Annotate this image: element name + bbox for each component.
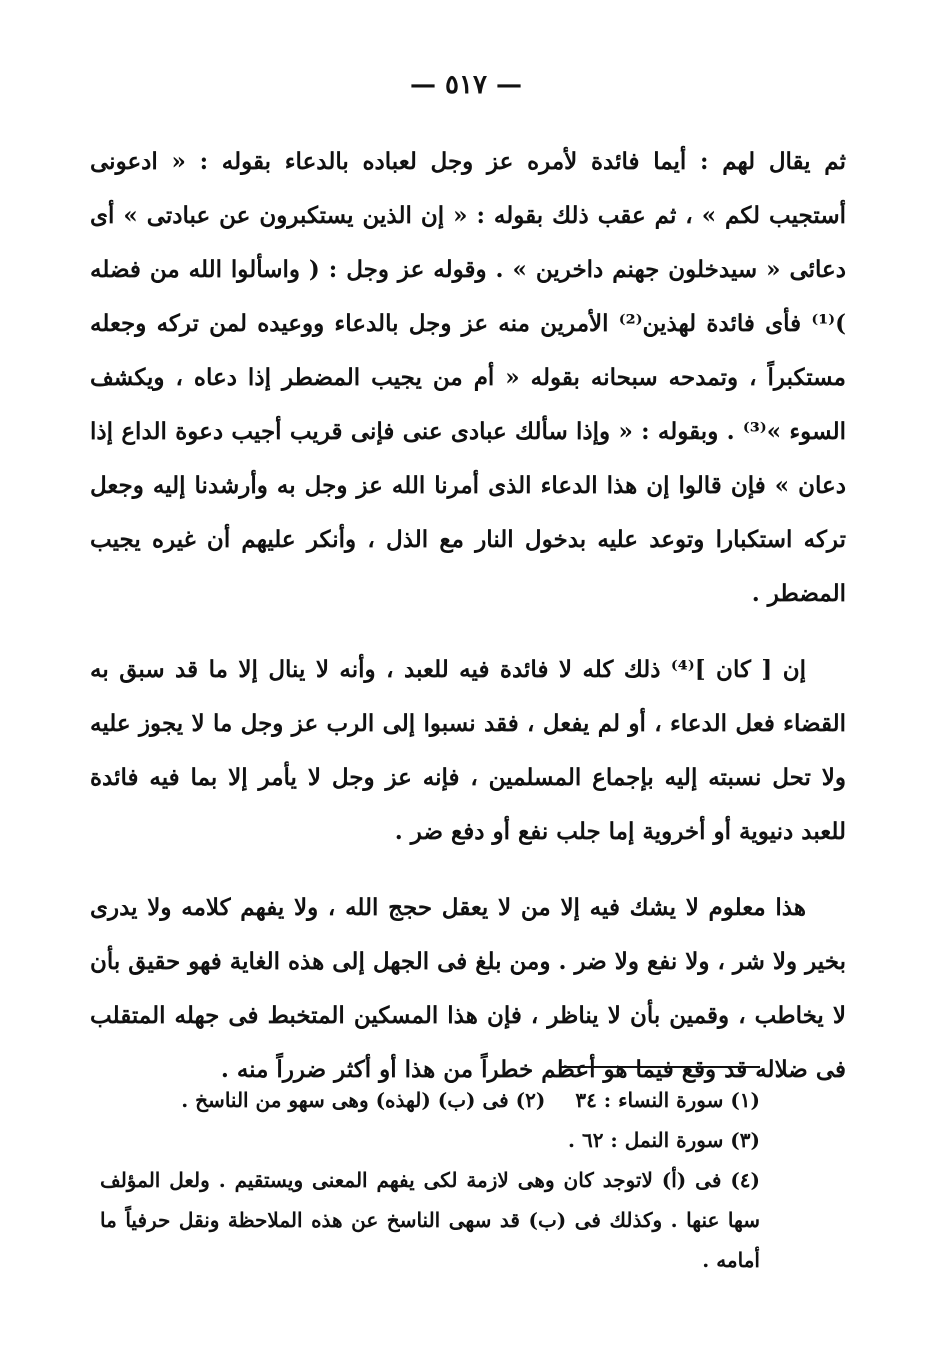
paragraph: ثم يقال لهم : أيما فائدة لأمره عز وجل لعباده بالدعاء بقوله : « ادعونى أستجيب لكم » ، ثم عقب ذلك بقوله : « إن الذين يستكبرون عن عبادتى » أى دعائى « سيدخلون جهنم داخرين » . وقوله عز وجل : ( واسألوا الله من فضله )⁽¹⁾ فأى فائدة لهذين⁽²⁾ الأمرين منه عز وجل بالدعاء ووعيده لمن تركه وجعله مستكبراً ، وتمدحه سبحانه بقوله « أم من يجيب المضطر إذا دعاه ، ويكشف السوء »⁽³⁾ . وبقوله : « وإذا سألك عبادى عنى فإنى قريب أجيب دعوة الداع إذا دعان » فإن قالوا إن هذا الدعاء الذى أمرنا الله عز وجل به وأرشدنا إليه وجعل تركه استكبارا وتوعد عليه بدخول النار مع الذل ، وأنكر عليهم أن غيره يجيب المضطر .: [90, 148, 846, 607]
footnote-separator: [560, 1066, 760, 1068]
footnote-4: (٤) فى (أ) لاتوجد كان وهى لازمة لكى يفهم المعنى ويستقيم . ولعل المؤلف سها عنها . وكذلك فى (ب) قد سهى الناسخ عن هذه الملاحظة ونقل حرفياً ما أمامه .: [100, 1168, 760, 1272]
footnote-3: (٣) سورة النمل : ٦٢ .: [568, 1128, 760, 1152]
footnote-2: (٢) فى (ب) (لهذه) وهى سهو من الناسخ .: [181, 1088, 546, 1112]
footnotes: [100, 1080, 760, 1280]
paragraph: هذا معلوم لا يشك فيه إلا من لا يعقل حجج الله ، ولا يفهم كلامه ولا يدرى بخير ولا شر ، ولا نفع ولا ضر . ومن بلغ فى الجهل إلى هذه الغاية فهو حقيق بأن لا يخاطب ، وقمين بأن لا يناظر ، فإن هذا المسكين المتخبط فى جهله المتقلب فى ضلاله قد وقع فيما هو أعظم خطراً من هذا أو أكثر ضرراً منه .: [89, 894, 846, 1083]
main-text: [90, 135, 846, 1097]
page-number: — ٥١٧ —: [409, 70, 523, 100]
footnote-1: (١) سورة النساء : ٣٤: [575, 1088, 760, 1112]
paragraph: إن [ كان ]⁽⁴⁾ ذلك كله لا فائدة فيه للعبد ، وأنه لا ينال إلا ما قد سبق به القضاء فعل الدعاء ، أو لم يفعل ، فقد نسبوا إلى الرب عز وجل ما لا يجوز عليه ولا تحل نسبته إليه بإجماع المسلمين ، فإنه عز وجل لا يأمر إلا بما فيه فائدة للعبد دنيوية أو أخروية إما جلب نفع أو دفع ضر .: [90, 656, 846, 845]
footnote-row: [100, 1080, 760, 1120]
